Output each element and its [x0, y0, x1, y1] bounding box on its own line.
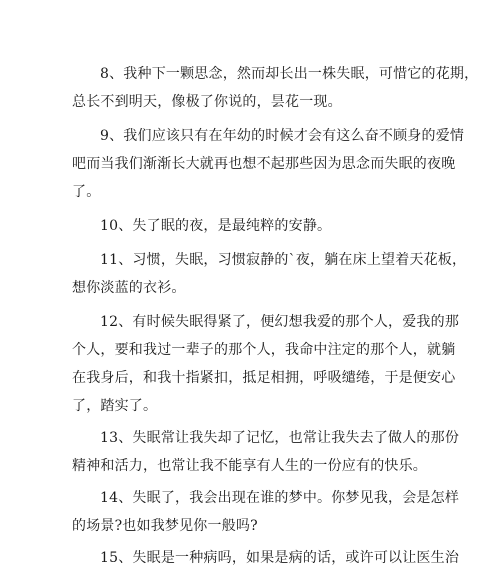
paragraph-line: 的场景?也如我梦见你一般吗? [72, 518, 258, 534]
paragraph-line: 15、失眠是一种病吗，如果是病的话，或许可以让医生治 [100, 550, 460, 566]
paragraph-line: 12、有时候失眠得紧了，便幻想我爱的那个人，爱我的那 [100, 314, 460, 330]
paragraph-line: 总长不到明天，像极了你说的，昙花一现。 [72, 94, 342, 110]
paragraph-line: 13、失眠常让我失却了记忆，也常让我失去了做人的那份 [100, 430, 460, 446]
paragraph-line: 11、习惯，失眠，习惯寂静的`夜，躺在床上望着天花板， [100, 252, 467, 268]
paragraph-line: 了，踏实了。 [72, 398, 158, 414]
paragraph-9 [72, 122, 465, 206]
paragraph-8 [72, 60, 479, 116]
paragraph-line: 9、我们应该只有在年幼的时候才会有这么奋不顾身的爱情 [100, 128, 465, 144]
paragraph-14 [72, 484, 460, 540]
paragraph-line: 10、失了眠的夜，是最纯粹的安静。 [100, 218, 332, 234]
paragraph-11 [72, 246, 467, 302]
paragraph-line: 在我身后，和我十指紧扣，抵足相拥，呼吸缱绻，于是便安心 [72, 370, 456, 386]
paragraph-12 [72, 308, 460, 420]
paragraph-line: 吧而当我们渐渐长大就再也想不起那些因为思念而失眠的夜晚 [72, 156, 456, 172]
paragraph-line: 了。 [72, 184, 101, 200]
paragraph-line: 14、失眠了，我会出现在谁的梦中。你梦见我，会是怎样 [100, 490, 460, 506]
paragraph-line: 8、我种下一颗思念，然而却长出一株失眠，可惜它的花期， [100, 66, 479, 82]
paragraph-line: 个人，要和我过一辈子的那个人，我命中注定的那个人，就躺 [72, 342, 456, 358]
paragraph-13 [72, 424, 460, 480]
paragraph-line: 精神和活力，也常让我不能享有人生的一份应有的快乐。 [72, 458, 427, 474]
paragraph-15 [72, 544, 460, 566]
paragraph-line: 想你淡蓝的衣衫。 [72, 280, 186, 296]
paragraph-10 [72, 212, 452, 240]
